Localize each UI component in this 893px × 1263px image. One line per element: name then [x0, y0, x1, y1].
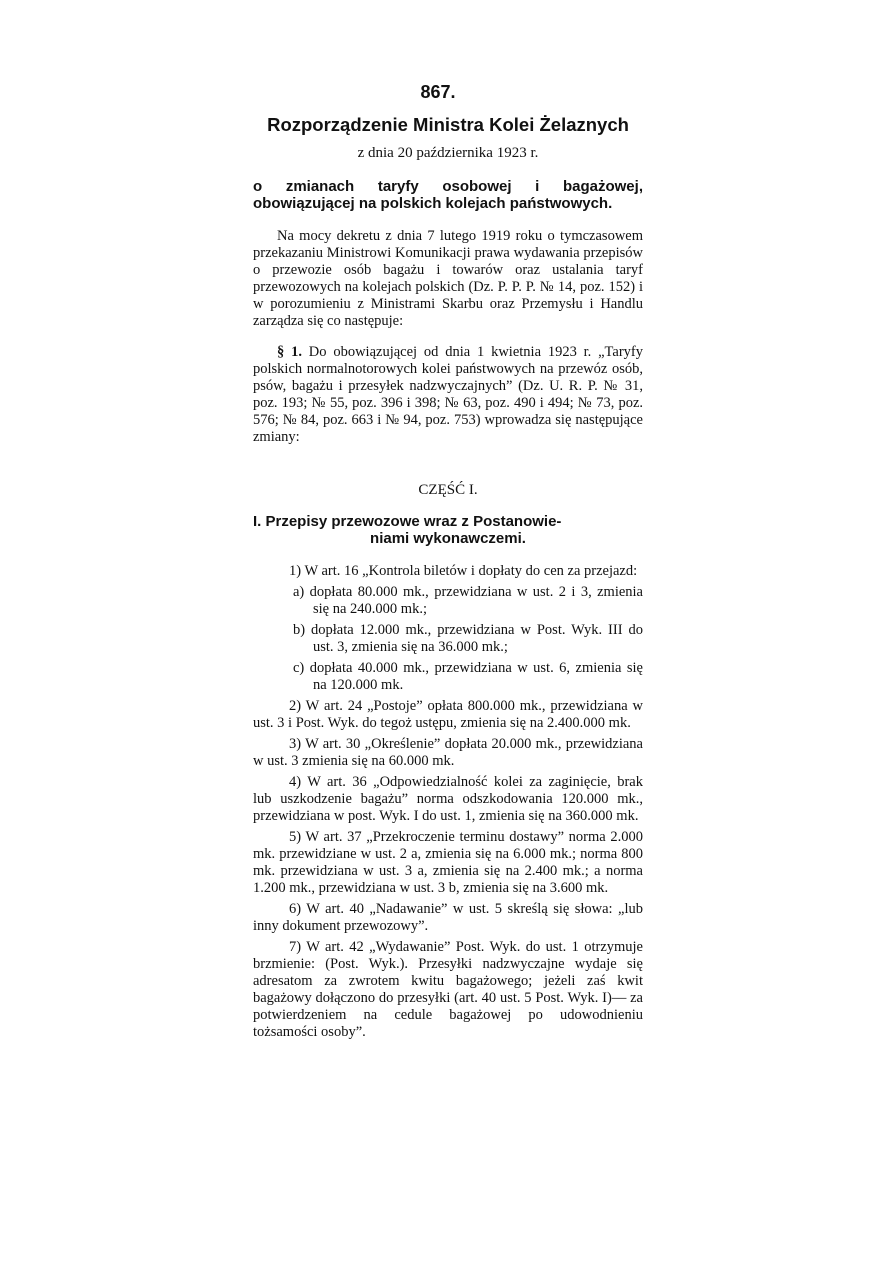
act-date: z dnia 20 października 1923 r.	[357, 145, 539, 161]
paragraph-1	[253, 344, 643, 446]
sub-item: a) dopłata 80.000 mk., przewidziana w ust. 2 i 3, zmienia się na 240.000 mk.;	[293, 584, 643, 617]
list-item: 4) W art. 36 „Odpowiedzialność kolei za zaginięcie, brak lub uszkodzenie bagażu” norma odszkodowania 120.000 mk., przewidziana w post. Wyk. I do ust. 1, zmienia się na 360.000 mk.	[253, 774, 643, 824]
list-item: 2) W art. 24 „Postoje” opłata 800.000 mk., przewidziana w ust. 3 i Post. Wyk. do tegoż ustępu, zmienia się na 2.400.000 mk.	[253, 698, 643, 731]
list-item: 3) W art. 30 „Określenie” dopłata 20.000 mk., przewidziana w ust. 3 zmienia się na 60.000 mk.	[253, 736, 643, 769]
section-heading-continuation: niami wykonawczemi.	[370, 530, 526, 547]
part-heading: CZĘŚĆ I.	[418, 482, 478, 498]
list-item: 5) W art. 37 „Przekroczenie terminu dostawy” norma 2.000 mk. przewidziane w ust. 2 a, zmienia się na 6.000 mk.; norma 800 mk. przewidziana w ust. 3 a, zmienia się na 2.400 mk.; a norma 1.200 mk., przewidziana w ust. 3 b, zmienia się na 3.600 mk.	[253, 829, 643, 896]
list-item: 1) W art. 16 „Kontrola biletów i dopłaty do cen za przejazd:	[289, 563, 638, 579]
paragraph-1-label: § 1.	[277, 344, 302, 360]
act-title: Rozporządzenie Ministra Kolei Żelaznych	[267, 114, 629, 135]
paragraph-1-text: Do obowiązującej od dnia 1 kwietnia 1923 r. „Taryfy polskich normalnotorowych kolei państwowych na przewóz osób, psów, bagażu i przesyłek nadzwyczajnych” (Dz. U. R. P. № 31, poz. 193; № 55, poz. 396 i 398; № 63, poz. 490 i 494; № 73, poz. 576; № 84, poz. 663 i № 94, poz. 753) wprowadza się następujące zmiany:	[253, 344, 643, 445]
document-page	[253, 84, 643, 1041]
section-heading-label: I. Przepisy przewozowe wraz z Postanowie-	[253, 513, 562, 530]
act-subject: o zmianach taryfy osobowej i bagażowej, obowiązującej na polskich kolejach państwowych.	[253, 178, 643, 212]
act-number: 867.	[420, 82, 456, 102]
sub-item: b) dopłata 12.000 mk., przewidziana w Post. Wyk. III do ust. 3, zmienia się na 36.000 mk.;	[293, 622, 643, 655]
section-heading	[253, 513, 643, 547]
list-item: 7) W art. 42 „Wydawanie” Post. Wyk. do ust. 1 otrzymuje brzmienie: (Post. Wyk.). Przesyłki nadzwyczajne wydaje się adresatom za zwrotem kwitu bagażowego; jeżeli zaś kwit bagażowy dołączono do przesyłki (art. 40 ust. 5 Post. Wyk. I)— za potwierdzeniem na cedule bagażowej po udowodnieniu tożsamości osoby”.	[253, 939, 643, 1040]
list-item: 6) W art. 40 „Nadawanie” w ust. 5 skreślą się słowa: „lub inny dokument przewozowy”.	[253, 901, 643, 934]
sub-item: c) dopłata 40.000 mk., przewidziana w ust. 6, zmienia się na 120.000 mk.	[293, 660, 643, 693]
intro-paragraph: Na mocy dekretu z dnia 7 lutego 1919 roku o tymczasowem przekazaniu Ministrowi Komunikacji prawa wydawania przepisów o przewozie osób bagażu i towarów oraz ustalania taryf przewozowych na kolejach polskich (Dz. P. P. P. № 14, poz. 152) i w porozumieniu z Ministrami Skarbu oraz Przemysłu i Handlu zarządza się co następuje:	[253, 228, 643, 329]
